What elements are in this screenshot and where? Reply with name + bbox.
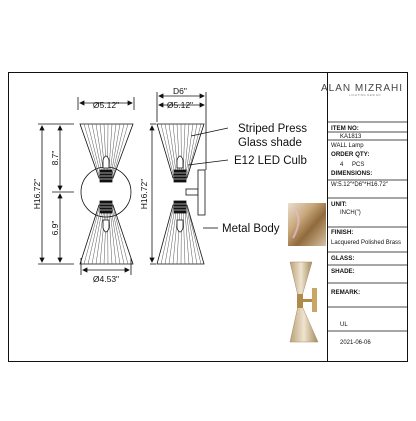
dim-width-top-front: Ø5.12": [92, 100, 120, 110]
spec-remark: UL: [340, 322, 348, 328]
brand-tagline: LIGHTING DESIGN: [349, 94, 381, 97]
spec-order-qty: 4: [340, 162, 344, 168]
dim-width-top-side: Ø5.12": [166, 100, 194, 110]
product-photo: [290, 262, 318, 342]
spec-glass-label: GLASS:: [331, 255, 355, 262]
spec-shade-label: SHADE:: [331, 268, 355, 275]
callout-body: Metal Body: [222, 223, 280, 235]
spec-item-no: KA1813: [340, 134, 362, 140]
finish-swatch: [288, 203, 326, 246]
spec-unit: INCH("): [340, 210, 361, 216]
spec-item-no-label: ITEM NO:: [331, 125, 359, 132]
spec-type: WALL Lamp: [331, 143, 364, 149]
dim-lower-height: 6.9": [50, 220, 60, 236]
spec-date: 2021-06-06: [340, 340, 371, 346]
spec-unit-label: UNIT:: [331, 201, 347, 208]
side-lower-shade: [157, 205, 204, 264]
spec-order-qty-label: ORDER QTY:: [331, 151, 370, 158]
spec-dimensions-label: DIMENSIONS:: [331, 170, 373, 177]
spec-finish: Lacquered Polished Brass: [331, 240, 402, 246]
side-backplate: [198, 170, 205, 215]
callout-shade-line1: Striped Press: [238, 123, 308, 135]
outer-frame: [9, 73, 408, 362]
dim-upper-height: 8.7": [50, 150, 60, 166]
front-lower-shade: [80, 205, 133, 264]
side-arm: [186, 189, 198, 195]
spec-order-qty-unit: PCS: [352, 162, 365, 168]
callout-shade-line2: Glass shade: [238, 137, 302, 149]
dim-backplate-diameter: Ø4.53": [92, 274, 120, 284]
dim-total-height-front: H16.72": [32, 178, 42, 210]
spec-remark-label: REMARK:: [331, 289, 361, 296]
spec-finish-label: FINISH:: [331, 229, 354, 236]
dim-depth: D6": [173, 86, 187, 96]
dim-total-height-side: H16.72": [139, 178, 149, 210]
brand-name: ALAN MIZRAHI: [320, 83, 404, 94]
front-view: [38, 97, 134, 275]
callout-bulb: E12 LED Culb: [234, 155, 307, 167]
spec-dimensions: W:5.12"*D6"*H16.72": [331, 182, 388, 188]
side-view: [150, 92, 228, 264]
